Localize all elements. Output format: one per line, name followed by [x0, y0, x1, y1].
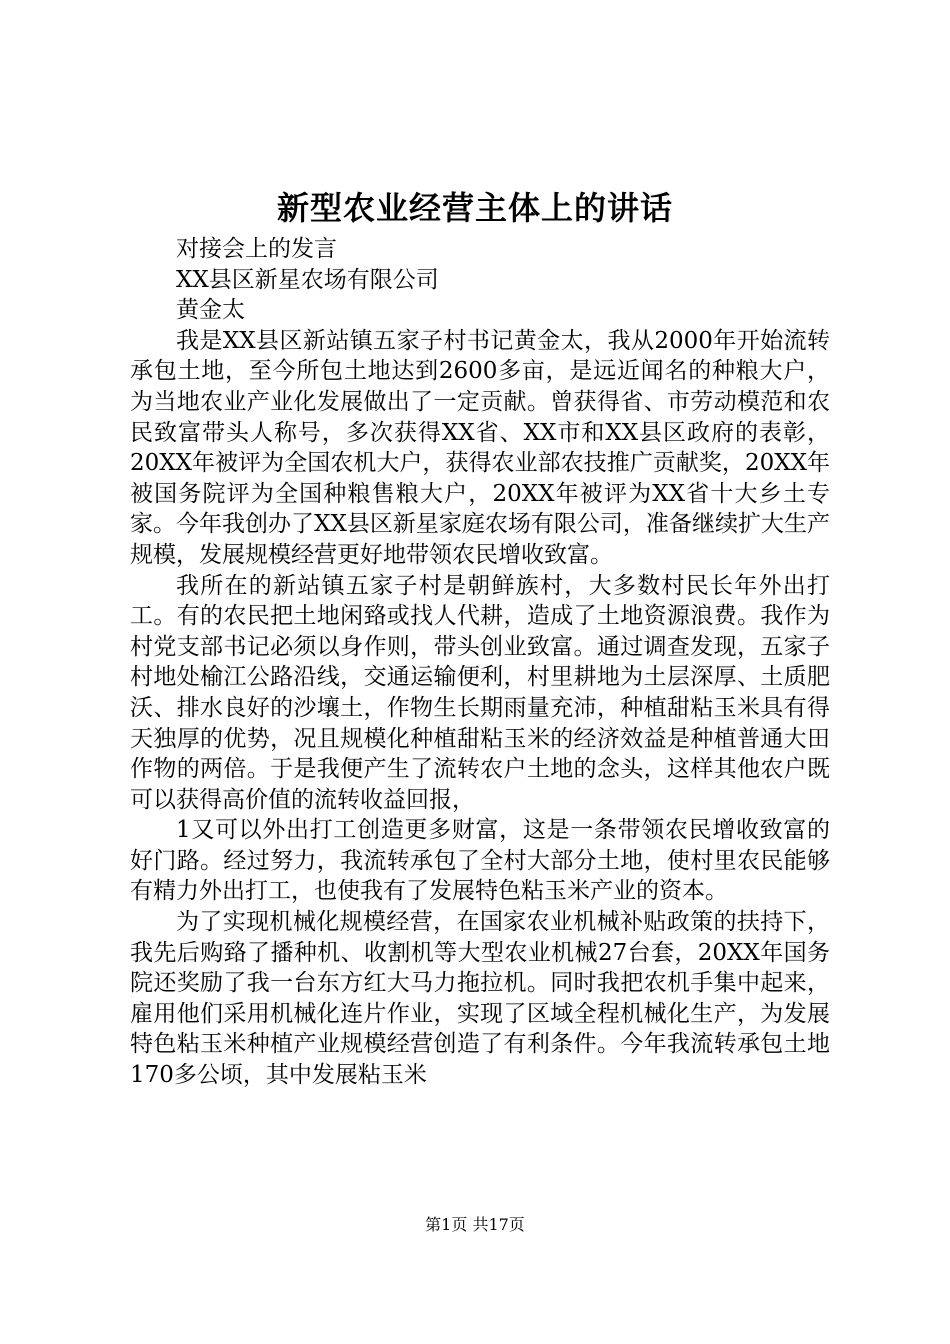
document-body — [130, 234, 830, 1091]
document-title: 新型农业经营主体上的讲话 — [276, 189, 673, 227]
meta-line-author: 黄金太 — [176, 297, 245, 324]
page-footer: 第1页 共17页 — [425, 1215, 525, 1234]
meta-line-occasion: 对接会上的发言 — [176, 236, 337, 262]
meta-line-company: XX县区新星农场有限公司 — [176, 266, 439, 293]
body-paragraph: 我所在的新站镇五家子村是朝鲜族村，大多数村民长年外出打工。有的农民把土地闲臵或找人代耕，造成了土地资源浪费。我作为村党支部书记必须以身作则，带头创业致富。通过调查发现，五家子村地处榆江公路沿线，交通运输便利，村里耕地为土层深厚、土质肥沃、排水良好的沙壤土，作物生长期雨量充沛，种植甜粘玉米具有得天独厚的优势，况且规模化种植甜粘玉米的经济效益是种植普通大田作物的两倍。于是我便产生了流转农户土地的念头，这样其他农户既可以获得高价值的流转收益回报， — [130, 572, 830, 813]
body-paragraph: 我是XX县区新站镇五家子村书记黄金太，我从2000年开始流转承包土地，至今所包土地达到2600多亩，是远近闻名的种粮大户，为当地农业产业化发展做出了一定贡献。曾获得省、市劳动模范和农民致富带头人称号，多次获得XX省、XX市和XX县区政府的表彰，20XX年被评为全国农机大户，获得农业部农技推广贡献奖，20XX年被国务院评为全国种粮售粮大户，20XX年被评为XX省十大乡土专家。今年我创办了XX县区新星家庭农场有限公司，准备继续扩大生产规模，发展规模经营更好地带领农民增收致富。 — [130, 327, 830, 568]
body-paragraph: 1又可以外出打工创造更多财富，这是一条带领农民增收致富的好门路。经过努力，我流转承包了全村大部分土地，使村里农民能够有精力外出打工，也使我有了发展特色粘玉米产业的资本。 — [130, 817, 830, 905]
body-paragraph: 为了实现机械化规模经营，在国家农业机械补贴政策的扶持下，我先后购臵了播种机、收割机等大型农业机械27台套，20XX年国务院还奖励了我一台东方红大马力拖拉机。同时我把农机手集中起来，雇用他们采用机械化连片作业，实现了区域全程机械化生产，为发展特色粘玉米种植产业规模经营创造了有利条件。今年我流转承包土地170多公顷，其中发展粘玉米 — [130, 909, 830, 1089]
